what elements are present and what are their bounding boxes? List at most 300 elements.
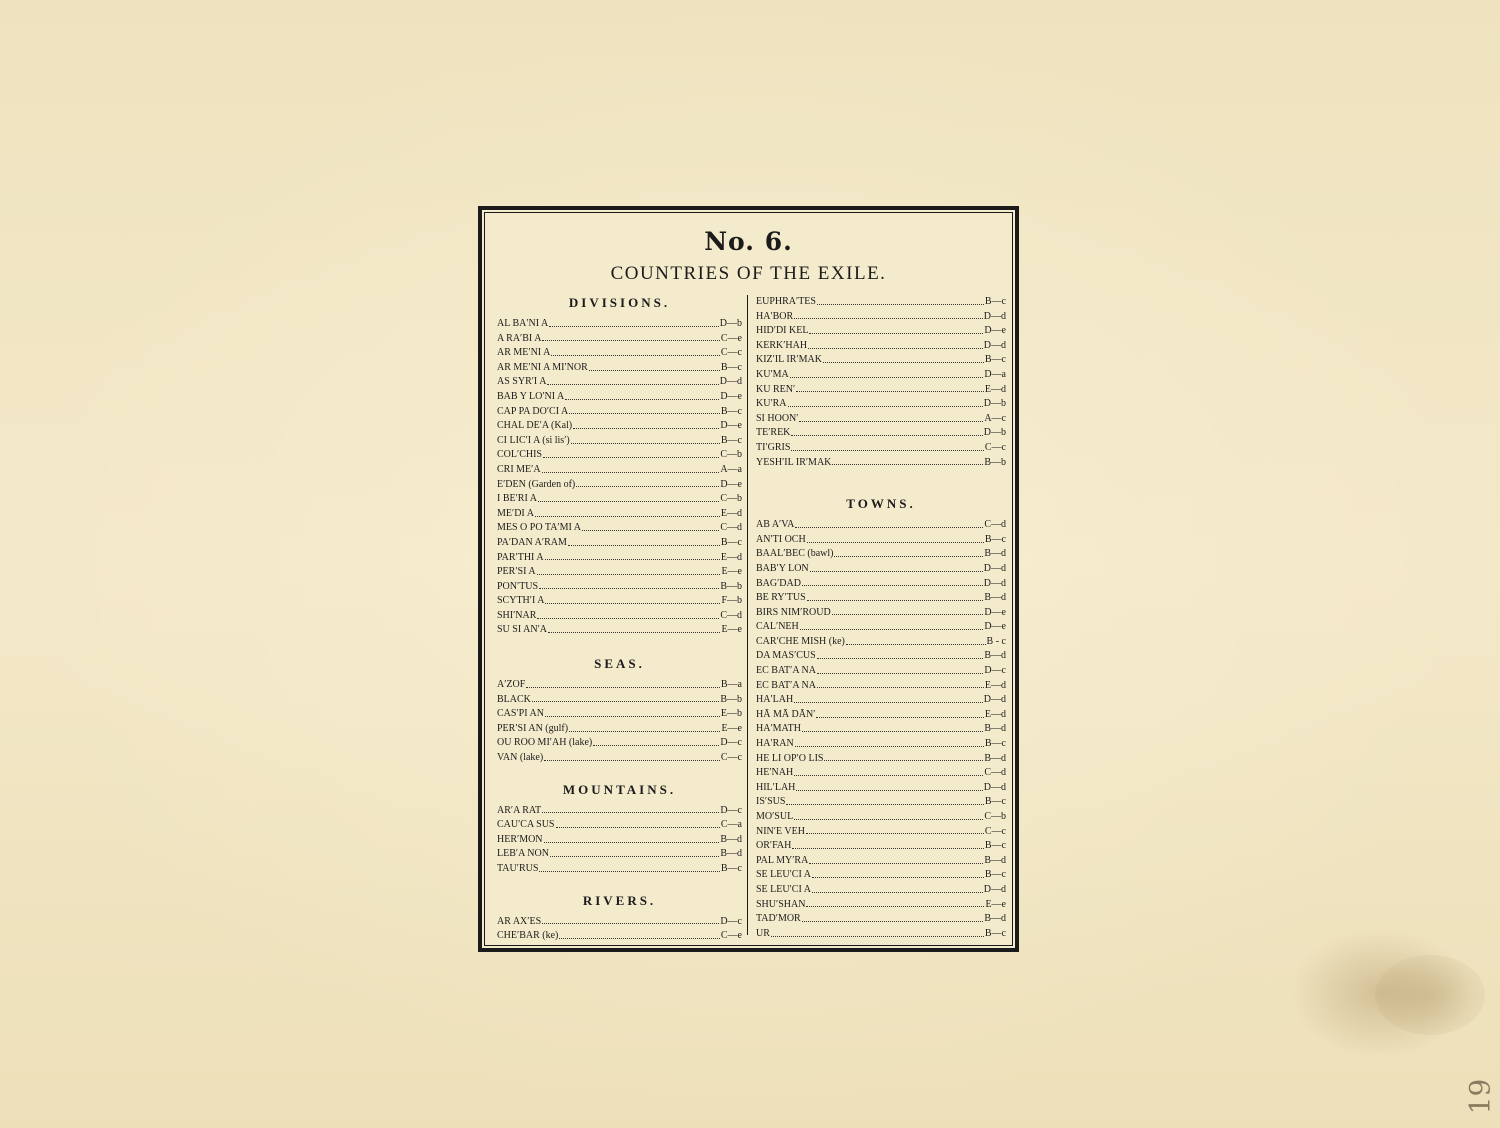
index-entry	[756, 868, 1006, 883]
grid-reference: E—d	[984, 679, 1006, 691]
dot-leader	[547, 384, 718, 385]
index-entry	[756, 620, 1006, 635]
index-entry	[756, 825, 1006, 840]
dot-leader	[535, 516, 720, 517]
dot-leader	[816, 717, 983, 718]
index-entry	[497, 833, 742, 848]
index-entry	[497, 707, 742, 722]
grid-reference: C—a	[720, 819, 742, 831]
index-entry	[756, 441, 1006, 456]
dot-leader	[542, 472, 720, 473]
entry-name: YESH′IL IR′MAK	[756, 456, 832, 468]
dot-leader	[526, 687, 720, 688]
entry-name: AR′A RAT	[497, 804, 542, 816]
entry-name: HE LI OP′O LIS	[756, 752, 824, 764]
entry-name: HĀ MĀ DĀN′	[756, 708, 816, 720]
dot-leader	[582, 530, 719, 531]
grid-reference: D—e	[984, 325, 1006, 337]
dot-leader	[817, 687, 984, 688]
section-heading: MOUNTAINS.	[562, 781, 677, 797]
entry-name: OU ROO MI′AH (lake)	[497, 737, 593, 749]
entry-name: A′ZOF	[497, 679, 526, 691]
entry-name: MO′SUL	[756, 811, 794, 822]
entry-name: SI HOON′	[756, 412, 799, 424]
index-entry	[756, 547, 1006, 562]
dot-leader	[571, 443, 720, 444]
grid-reference: B—d	[720, 848, 742, 860]
index-entry	[756, 693, 1006, 708]
index-entry	[756, 722, 1006, 737]
dot-leader	[802, 731, 983, 732]
grid-reference: D—e	[984, 606, 1006, 618]
entry-name: HE′NAH	[756, 767, 794, 779]
grid-reference: D—e	[720, 478, 742, 490]
index-section-divisions	[497, 295, 742, 638]
dot-leader	[791, 450, 983, 451]
dot-leader	[846, 644, 986, 645]
dot-leader	[771, 936, 984, 937]
entry-name: PER′SI A	[497, 566, 536, 578]
grid-reference: B—a	[720, 679, 742, 691]
grid-reference: B—c	[720, 434, 742, 446]
entry-name: ME′DI A	[497, 507, 534, 519]
dot-leader	[569, 731, 720, 732]
dot-leader	[812, 877, 984, 878]
dot-leader	[796, 790, 982, 791]
grid-reference: C—d	[720, 522, 742, 534]
grid-reference: D—d	[983, 339, 1006, 351]
index-entry	[497, 915, 742, 930]
entry-name: KERK′HAH	[756, 339, 808, 351]
grid-reference: C—e	[720, 930, 742, 942]
entry-name: SHI′NAR	[497, 609, 537, 621]
grid-reference: E—e	[985, 898, 1006, 910]
dot-leader	[824, 760, 983, 761]
dot-leader	[834, 556, 983, 557]
index-entry	[756, 456, 1006, 471]
entry-name: PER′SI AN (gulf)	[497, 722, 569, 734]
grid-reference: D—d	[983, 562, 1006, 574]
dot-leader	[593, 745, 719, 746]
index-entry	[497, 804, 742, 819]
index-entry	[756, 839, 1006, 854]
dot-leader	[791, 435, 982, 436]
dot-leader	[542, 923, 719, 924]
dot-leader	[796, 391, 984, 392]
dot-leader	[559, 938, 720, 939]
entry-name: CAU′CA SUS	[497, 819, 555, 831]
entry-name: CAL′NEH	[756, 621, 799, 633]
grid-reference: C—c	[720, 347, 742, 359]
dot-leader	[832, 464, 983, 465]
index-entry	[497, 847, 742, 862]
grid-reference: B—d	[984, 592, 1006, 604]
grid-reference: E—e	[721, 722, 742, 734]
entry-name: AR AX′ES	[497, 915, 542, 927]
dot-leader	[550, 856, 719, 857]
index-entry	[756, 383, 1006, 398]
grid-reference: B—d	[720, 833, 742, 845]
grid-reference: D—e	[720, 420, 742, 432]
index-entry	[497, 929, 742, 944]
dot-leader	[544, 760, 720, 761]
index-entry	[497, 332, 742, 347]
dot-leader	[817, 304, 984, 305]
index-entry	[756, 649, 1006, 664]
entry-name: PON′TUS	[497, 580, 539, 592]
grid-reference: D—c	[720, 737, 742, 749]
grid-reference: E—d	[984, 708, 1006, 720]
grid-reference: D—c	[984, 665, 1006, 677]
dot-leader	[542, 812, 719, 813]
index-entry	[497, 405, 742, 420]
dot-leader	[795, 527, 983, 528]
dot-leader	[551, 355, 720, 356]
dot-leader	[792, 848, 984, 849]
entry-name: AS SYR′I A	[497, 376, 547, 388]
grid-reference: C—c	[984, 825, 1006, 837]
dot-leader	[807, 542, 984, 543]
dot-leader	[809, 863, 983, 864]
index-entry	[756, 310, 1006, 325]
index-entry	[497, 536, 742, 551]
index-entry	[497, 580, 742, 595]
entry-name: LEB′A NON	[497, 848, 549, 860]
entry-name: DA MAS′CUS	[756, 650, 816, 662]
dot-leader	[817, 673, 983, 674]
entry-name: HA′LAH	[756, 694, 794, 706]
dot-leader	[810, 571, 983, 572]
grid-reference: C—c	[984, 441, 1006, 453]
entry-name: COL′CHIS	[497, 449, 542, 461]
grid-reference: E—d	[720, 551, 742, 563]
entry-name: SE LEU′CI A	[756, 869, 811, 881]
grid-reference: C—b	[720, 493, 742, 505]
dot-leader	[794, 819, 983, 820]
paper-stain	[1375, 955, 1485, 1035]
dot-leader	[817, 658, 984, 659]
dot-leader	[799, 421, 983, 422]
entry-name: EC BAT′A NA	[756, 679, 816, 691]
dot-leader	[568, 545, 720, 546]
grid-reference: B—c	[984, 738, 1006, 750]
dot-leader	[543, 457, 719, 458]
entry-name: HA′RAN	[756, 738, 794, 750]
dot-leader	[548, 632, 720, 633]
dot-leader	[794, 702, 983, 703]
grid-reference: B—b	[984, 456, 1006, 468]
index-entry	[756, 339, 1006, 354]
dot-leader	[802, 585, 983, 586]
dot-leader	[573, 428, 719, 429]
dot-leader	[545, 603, 720, 604]
grid-reference: B—c	[984, 869, 1006, 881]
index-entry	[497, 693, 742, 708]
grid-reference: D—b	[983, 427, 1006, 439]
index-entry	[497, 862, 742, 877]
dot-leader	[549, 326, 719, 327]
grid-reference: D—b	[719, 318, 742, 329]
grid-reference: C—d	[984, 767, 1006, 779]
index-entry	[756, 898, 1006, 913]
grid-reference: B—c	[720, 405, 742, 417]
dot-leader	[545, 559, 720, 560]
grid-reference: B—c	[984, 354, 1006, 366]
entry-name: CI LIC′I A (si lis′)	[497, 434, 570, 446]
index-plate-inner	[484, 212, 1013, 946]
entry-name: SU SI AN′A	[497, 624, 547, 636]
entry-name: HA′BOR	[756, 310, 794, 322]
index-entry	[497, 594, 742, 609]
dot-leader	[539, 871, 719, 872]
dot-leader	[537, 618, 719, 619]
grid-reference: B—c	[984, 796, 1006, 808]
index-section-rivers	[497, 893, 742, 944]
index-plate	[478, 206, 1019, 952]
dot-leader	[544, 842, 720, 843]
entry-name: SE LEU′CI A	[756, 883, 811, 895]
index-entry	[756, 883, 1006, 898]
grid-reference: D—a	[984, 368, 1006, 380]
grid-reference: E—d	[720, 507, 742, 519]
index-entry	[756, 752, 1006, 767]
entry-name: KU′RA	[756, 398, 787, 410]
index-entry	[497, 317, 742, 332]
column-divider	[747, 295, 748, 935]
entry-name: TAD′MOR	[756, 913, 801, 925]
index-entry	[756, 368, 1006, 383]
dot-leader	[808, 348, 983, 349]
index-entry	[497, 375, 742, 390]
dot-leader	[538, 501, 719, 502]
dot-leader	[809, 333, 983, 334]
index-entry	[756, 533, 1006, 548]
index-entry	[756, 606, 1006, 621]
entry-name: KU′MA	[756, 368, 789, 380]
entry-name: CHE′BAR (ke)	[497, 930, 559, 942]
index-entry	[756, 708, 1006, 723]
index-entry	[497, 448, 742, 463]
index-entry	[497, 492, 742, 507]
grid-reference: C—c	[720, 752, 742, 764]
entry-name: EUPHRA′TES	[756, 296, 816, 307]
entry-name: KIZ′IL IR′MAK	[756, 354, 822, 366]
index-section-mountains	[497, 782, 742, 877]
index-entry	[756, 635, 1006, 650]
entry-name: HA′MATH	[756, 723, 801, 735]
index-entry	[497, 736, 742, 751]
dot-leader	[589, 370, 720, 371]
entry-name: CHAL DE′A (Kal)	[497, 420, 573, 432]
grid-reference: D—d	[983, 694, 1006, 706]
index-entry	[756, 737, 1006, 752]
entry-name: SHU′SHAN	[756, 898, 806, 910]
grid-reference: D—e	[720, 390, 742, 402]
index-entry	[756, 353, 1006, 368]
entry-name: AL BA′NI A	[497, 318, 549, 329]
index-entry	[497, 751, 742, 766]
index-entry	[497, 722, 742, 737]
index-entry	[756, 766, 1006, 781]
index-entry	[756, 591, 1006, 606]
index-entry	[497, 361, 742, 376]
index-entry	[497, 678, 742, 693]
index-entry	[756, 577, 1006, 592]
index-entry	[756, 810, 1006, 825]
entry-name: AB A′VA	[756, 519, 795, 531]
entry-name: HIL′LAH	[756, 781, 796, 793]
dot-leader	[806, 906, 984, 907]
grid-reference: E—d	[984, 383, 1006, 395]
index-section-seas	[497, 656, 742, 766]
entry-name: BAB Y LO′NI A	[497, 390, 565, 402]
dot-leader	[532, 701, 719, 702]
grid-reference: B—d	[984, 752, 1006, 764]
grid-reference: B—d	[984, 854, 1006, 866]
entry-name: CAR′CHE MISH (ke)	[756, 635, 845, 647]
grid-reference: B—c	[720, 361, 742, 373]
grid-reference: D—d	[983, 577, 1006, 589]
index-entry	[497, 478, 742, 493]
plate-number: No. 6.	[704, 227, 793, 256]
grid-reference: B—d	[984, 913, 1006, 925]
dot-leader	[539, 588, 719, 589]
grid-reference: B—d	[984, 548, 1006, 560]
dot-leader	[794, 318, 983, 319]
entry-name: BAG′DAD	[756, 577, 801, 589]
entry-name: NIN′E VEH	[756, 825, 805, 837]
grid-reference: B—c	[720, 863, 742, 874]
index-entry	[756, 426, 1006, 441]
grid-reference: E—e	[721, 624, 742, 636]
grid-reference: B—c	[984, 533, 1006, 545]
index-entry	[756, 412, 1006, 427]
dot-leader	[800, 629, 984, 630]
entry-name: TI′GRIS	[756, 441, 791, 453]
index-entry	[756, 295, 1006, 310]
dot-leader	[556, 827, 720, 828]
index-entry	[497, 609, 742, 624]
entry-name: VAN (lake)	[497, 752, 544, 764]
entry-name: PAR′THI A	[497, 551, 544, 563]
dot-leader	[788, 406, 983, 407]
grid-reference: F—b	[721, 595, 742, 607]
index-entry	[756, 781, 1006, 796]
index-entry	[497, 818, 742, 833]
grid-reference: D—d	[983, 781, 1006, 793]
grid-reference: D—c	[720, 804, 742, 816]
grid-reference: C—e	[720, 332, 742, 344]
section-heading: TOWNS.	[846, 496, 916, 512]
plate-title: COUNTRIES OF THE EXILE.	[610, 263, 887, 284]
dot-leader	[802, 921, 984, 922]
dot-leader	[794, 775, 983, 776]
entry-name: PAL MY′RA	[756, 854, 809, 866]
section-heading: DIVISIONS.	[568, 295, 671, 310]
grid-reference: B—c	[984, 296, 1006, 307]
entry-name: PA′DAN A′RAM	[497, 536, 567, 548]
index-entry	[756, 324, 1006, 339]
index-section-continued-0	[756, 295, 1006, 470]
grid-reference: A—a	[720, 463, 742, 475]
section-heading: RIVERS.	[582, 892, 657, 908]
index-entry	[756, 679, 1006, 694]
grid-reference: B—b	[720, 693, 742, 705]
dot-leader	[807, 600, 984, 601]
entry-name: AR ME′NI A MI′NOR	[497, 361, 588, 373]
index-entry	[756, 397, 1006, 412]
index-entry	[497, 507, 742, 522]
entry-name: CRI ME′A	[497, 463, 541, 475]
left-index-column	[497, 295, 742, 944]
entry-name: CAP PA DO′CI A	[497, 405, 569, 417]
entry-name: AR ME′NI A	[497, 347, 551, 359]
entry-name: OR′FAH	[756, 840, 792, 852]
grid-reference: C—d	[984, 519, 1006, 531]
entry-name: IS′SUS	[756, 796, 786, 808]
grid-reference: E—b	[720, 708, 742, 720]
index-entry	[497, 623, 742, 638]
index-entry	[497, 463, 742, 478]
entry-name: EC BAT′A NA	[756, 665, 816, 677]
index-entry	[756, 664, 1006, 679]
grid-reference: B—d	[984, 650, 1006, 662]
dot-leader	[542, 340, 719, 341]
index-entry	[497, 551, 742, 566]
grid-reference: D—b	[983, 398, 1006, 410]
grid-reference: C—b	[984, 811, 1006, 822]
dot-leader	[806, 833, 984, 834]
grid-reference: B—c	[984, 840, 1006, 852]
page-number: 19	[1463, 1078, 1497, 1115]
index-entry	[497, 434, 742, 449]
grid-reference: D—c	[720, 915, 742, 927]
index-entry	[497, 565, 742, 580]
entry-name: SCYTH′I A	[497, 595, 545, 607]
grid-reference: D—d	[719, 376, 742, 388]
grid-reference: D—d	[983, 883, 1006, 895]
entry-name: HER′MON	[497, 833, 543, 845]
grid-reference: D—e	[984, 621, 1006, 633]
dot-leader	[832, 614, 984, 615]
dot-leader	[812, 892, 983, 893]
entry-name: AN′TI OCH	[756, 533, 806, 545]
index-entry	[497, 419, 742, 434]
index-entry	[756, 795, 1006, 810]
dot-leader	[545, 716, 720, 717]
grid-reference: C—d	[720, 609, 742, 621]
right-index-column	[756, 295, 1006, 941]
entry-name: E′DEN (Garden of)	[497, 478, 576, 490]
dot-leader	[569, 413, 720, 414]
entry-name: TAU′RUS	[497, 863, 539, 874]
index-section-towns	[756, 496, 1006, 941]
index-entry	[497, 521, 742, 536]
grid-reference: B—d	[984, 723, 1006, 735]
index-entry	[497, 390, 742, 405]
grid-reference: B—c	[984, 927, 1006, 939]
entry-name: BAB′Y LON	[756, 562, 809, 574]
index-entry	[756, 912, 1006, 927]
entry-name: UR	[756, 927, 770, 939]
dot-leader	[795, 746, 984, 747]
grid-reference: B—b	[720, 580, 742, 592]
entry-name: HID′DI KEL	[756, 325, 809, 337]
dot-leader	[576, 486, 719, 487]
grid-reference: B—c	[720, 536, 742, 548]
grid-reference: D—d	[983, 310, 1006, 322]
index-entry	[756, 854, 1006, 869]
